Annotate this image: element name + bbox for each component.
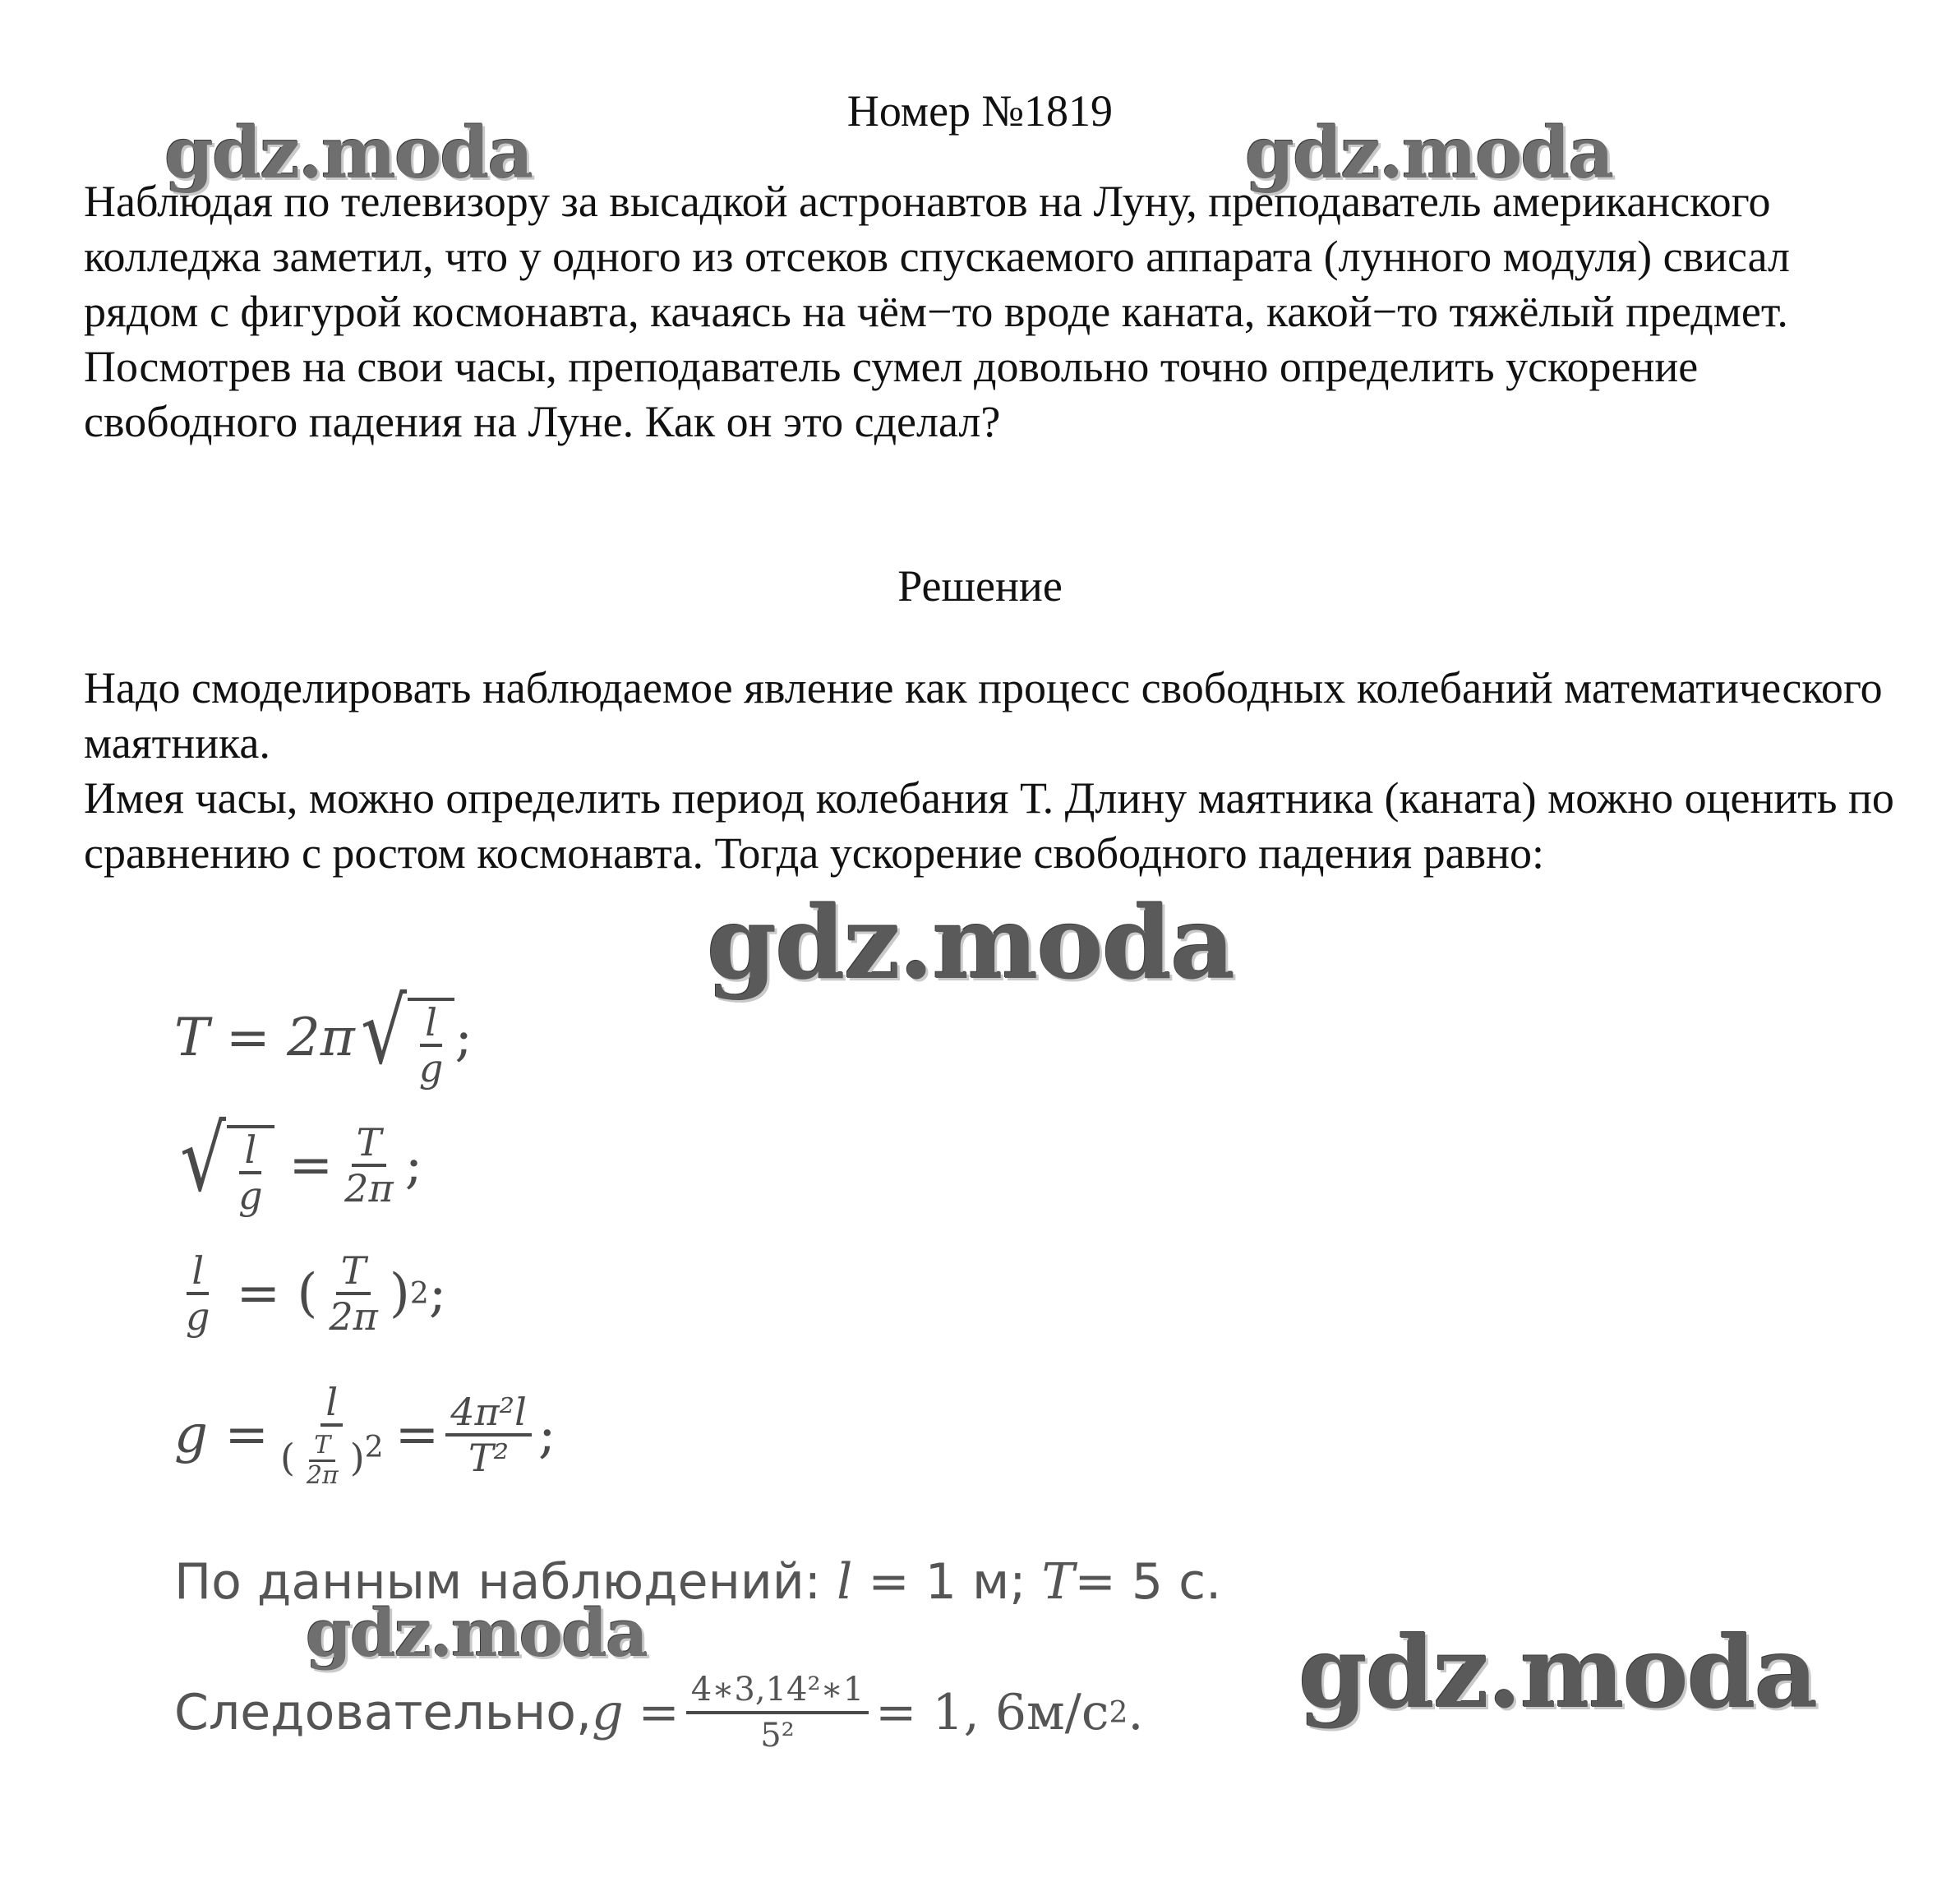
fraction-denominator: g	[186, 1294, 210, 1339]
formula-text: g =	[174, 1404, 269, 1466]
fraction-denominator: T²	[468, 1436, 510, 1481]
result-line	[174, 1668, 1143, 1757]
period-symbol: T	[1041, 1553, 1075, 1611]
formula-ratio-squared	[174, 1249, 446, 1338]
fraction-denominator	[275, 1427, 389, 1490]
exponent: 2	[364, 1431, 384, 1464]
fraction-numerator: 4∗3,14²∗1	[686, 1668, 869, 1714]
fraction-numerator: l	[420, 1001, 442, 1047]
formula-text: =	[638, 1684, 680, 1741]
watermark: gdz.moda	[1298, 1615, 1817, 1731]
fraction-numerator: l	[239, 1128, 261, 1174]
formula-period	[174, 979, 473, 1091]
formula-text: = (	[236, 1263, 318, 1324]
page-title: Номер №1819	[846, 86, 1114, 136]
length-value: = 1 м;	[852, 1553, 1042, 1611]
length-symbol: l	[837, 1553, 853, 1611]
result-value: = 1, 6м/с	[875, 1684, 1109, 1741]
formula-text: ;	[537, 1404, 556, 1466]
observation-prefix: По данным наблюдений:	[174, 1553, 837, 1611]
fraction-numerator: T	[336, 1249, 371, 1295]
formula-text: ;	[454, 1008, 473, 1068]
exponent: 2	[1109, 1695, 1128, 1730]
sqrt-symbol: √ $\frac{l}{g}$	[355, 986, 455, 1090]
fraction-numerator: 4π²l	[445, 1390, 532, 1437]
formula-sqrt-ratio	[174, 1106, 423, 1218]
watermark: gdz.moda	[164, 112, 533, 195]
formula-text: (	[279, 1435, 295, 1480]
watermark: gdz.moda	[306, 1594, 647, 1672]
formula-text: .	[1128, 1684, 1144, 1741]
fraction-denominator: g	[238, 1174, 263, 1218]
formula-text: T = 2π	[174, 1008, 355, 1068]
solution-heading: Решение	[897, 561, 1063, 611]
formula-text: )	[349, 1435, 365, 1480]
fraction-numerator: l	[187, 1249, 209, 1295]
period-value: = 5 с.	[1074, 1553, 1222, 1611]
problem-text: Наблюдая по телевизору за высадкой астронавтов на Луну, преподаватель американского колледжа заметил, что у одного из отсеков спускаемого аппарата (лунного модуля) свисал рядом с фигурой космонавта, качаясь на чём−то вроде каната, какой−то тяжёлый предмет. Посмотрев на свои часы, преподаватель сумел довольно точно определить ускорение свободного падения на Луне. Как он это сделал?	[84, 177, 1790, 446]
formula-text: =	[394, 1404, 440, 1466]
fraction-numerator: T	[352, 1121, 387, 1167]
result-prefix: Следовательно,	[174, 1684, 593, 1741]
watermark: gdz.moda	[707, 883, 1234, 1002]
exponent: 2	[409, 1276, 429, 1311]
formula-text: =	[288, 1135, 334, 1196]
sqrt-symbol: √ $\frac{l}{g}$	[174, 1114, 274, 1217]
g-symbol: g	[592, 1684, 624, 1741]
fraction-denominator: 2π	[306, 1460, 339, 1490]
fraction-denominator: 2π	[329, 1294, 378, 1339]
fraction-denominator: 2π	[344, 1166, 394, 1211]
solution-paragraph: Имея часы, можно определить период колебания Т. Длину маятника (каната) можно оценить по сравнению с ростом космонавта. Тогда ускорение свободного падения равно:	[84, 773, 1894, 878]
formula-text: )	[389, 1263, 410, 1324]
fraction-numerator: T	[309, 1432, 335, 1462]
formula-text: ;	[404, 1135, 423, 1196]
fraction-denominator: 5²	[760, 1717, 795, 1755]
fraction-denominator: g	[418, 1046, 444, 1091]
fraction-numerator: l	[321, 1381, 343, 1427]
formula-text: ;	[428, 1263, 447, 1324]
formula-g	[174, 1381, 556, 1490]
watermark: gdz.moda	[1245, 112, 1613, 195]
solution-text	[84, 661, 1908, 881]
solution-paragraph: Надо смоделировать наблюдаемое явление как процесс свободных колебаний математического маятника.	[84, 663, 1883, 768]
